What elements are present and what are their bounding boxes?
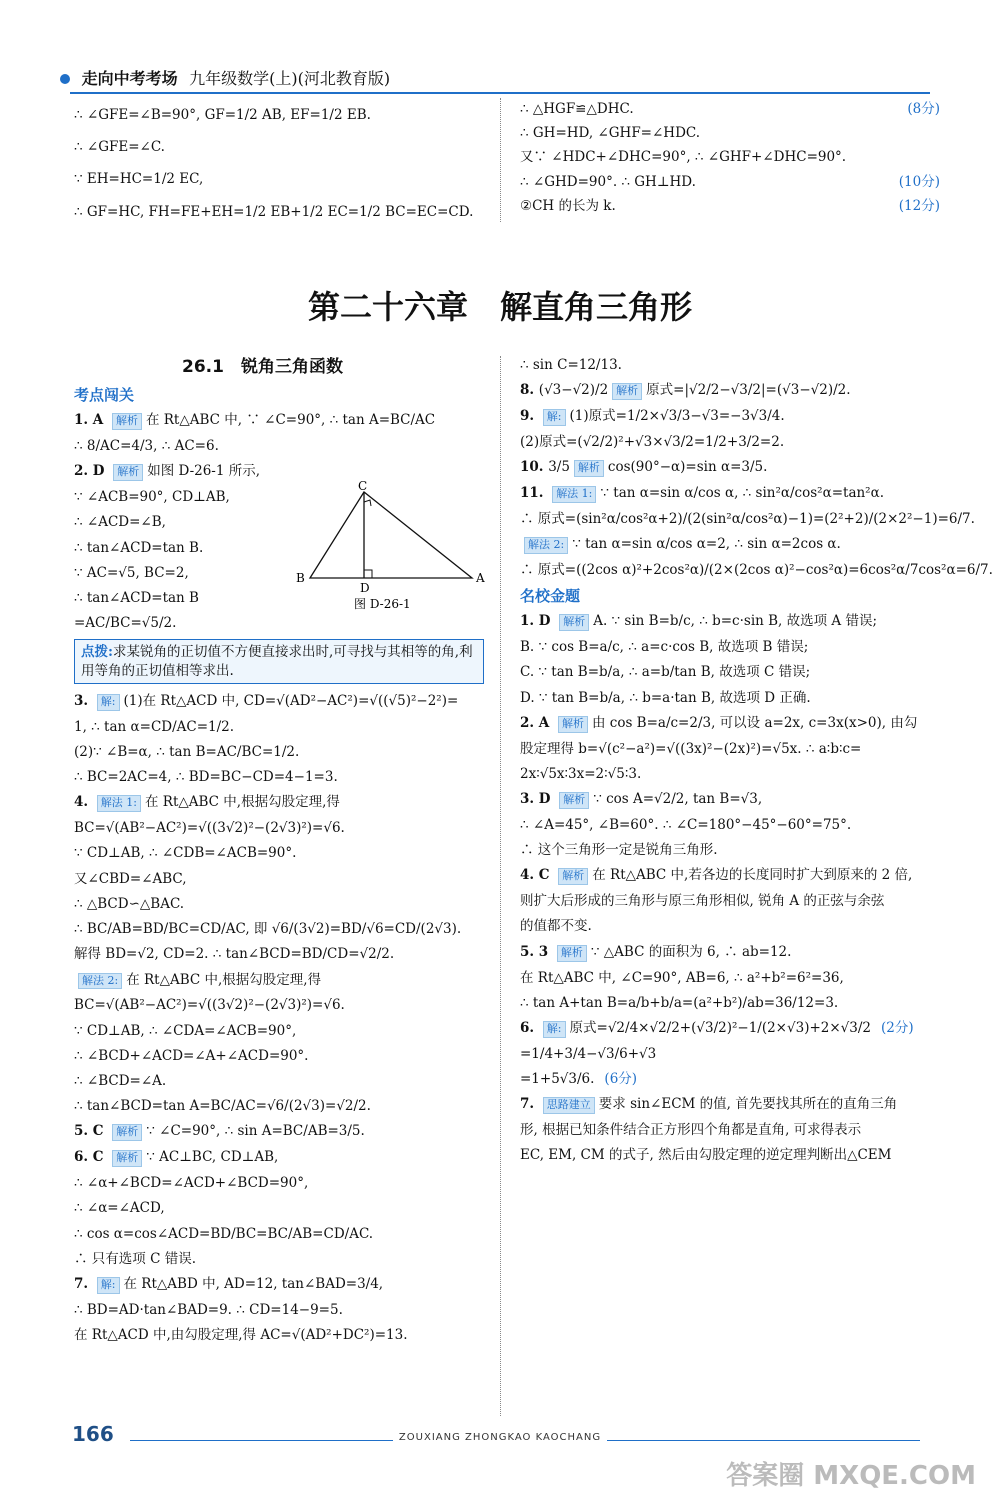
left-answers-2 [74,692,484,1344]
answer-text: ∴ BC/AB=BD/BC=CD/AC, 即 √6/(3√2)=BD/√6=CD/(2√3). [74,921,462,938]
right2-line [520,1095,940,1114]
left2-line [74,1022,484,1040]
top-right-line [520,124,940,142]
answer-text: ∴ BC=2AC=4, ∴ BD=BC−CD=4−1=3. [74,769,338,786]
left2-line [74,1250,484,1268]
page-number: 166 [72,1422,114,1446]
answer-text: ∴ tan A+tan B=a/b+b/a=(a²+b²)/ab=36/12=3. [520,994,839,1011]
footer-book-name: ZOUXIANG ZHONGKAO KAOCHANG [0,1432,1000,1443]
left2-line [74,692,484,711]
answer-number: 7. [74,1276,93,1292]
answer-text: 由 cos B=a/c=2/3, 可以设 a=2x, c=3x(x>0), 由勾 [591,714,918,731]
answer-text: =1/4+3/4−√3/6+√3 [520,1045,657,1062]
answer-text: C. ∵ tan B=b/a, ∴ a=b/tan B, 故选项 C 错误; [520,664,811,681]
answer-text: 如图 D-26-1 所示, [147,463,261,480]
answer-text: B. ∵ cos B=a/c, ∴ a=c·cos B, 故选项 B 错误; [520,639,809,656]
right2-line [520,714,940,733]
answer-text: cos(90°−α)=sin α=3/5. [607,459,768,476]
answer-tag: 解析 [574,460,604,477]
answer-text: ∵ CD⊥AB, ∴ ∠CDB=∠ACB=90°. [74,845,297,862]
answer-number: 8. [520,382,539,399]
answer-text: ∴ tan∠ACD=tan B [74,589,199,606]
answer-text: 在 Rt△ABC 中, ∠C=90°, AB=6, ∴ a²+b²=6²=36, [520,969,844,986]
answer-text: 1, ∴ tan α=CD/AC=1/2. [74,718,235,735]
answer-number: 1. D [520,613,556,630]
answer-text: ∴ 原式=((2cos α)²+2cos²α)/(2×(2cos α)²−cos²α)=6cos²α/7cos²α=6/7. [520,561,993,578]
category-right: 名校金题 [520,587,581,606]
answer-text: 在 Rt△ABD 中, AD=12, tan∠BAD=3/4, [123,1276,384,1292]
answer-text: ∵ CD⊥AB, ∴ ∠CDA=∠ACB=90°, [74,1022,297,1039]
left2-line [74,743,484,761]
category-left: 考点闯关 [74,385,135,404]
answer-text: 的值都不变. [520,918,592,935]
answer-tag: 解法 2: [524,537,568,554]
answer-number: 9. [520,408,539,425]
answer-text: 原式=√2/4×√2/2+(√3/2)²−1/(2×√3)+2×√3/2 [569,1019,871,1036]
answer-tag: 解析 [559,792,589,809]
right2-line [520,638,940,656]
right2-line [520,892,940,910]
score-label: (12分) [898,197,940,214]
right2-line [520,841,940,859]
answer-text: ∴ sin C=12/13. [520,357,622,373]
left2-line [74,1326,484,1344]
answer-tag: 解法 1: [552,486,596,503]
answer-text: 形, 根据已知条件结合正方形四个角都是直角, 可求得表示 [520,1122,862,1139]
top-left-line: ∴ GF=HC, FH=FE+EH=1/2 EB+1/2 EC=1/2 BC=EC=CD. [74,203,474,220]
right-line [520,407,940,426]
answer-number: 7. [520,1096,539,1113]
tip-box [74,639,484,683]
right2-line [520,612,940,631]
left2-line [74,1199,484,1217]
answer-text: ∴ tan∠ACD=tan B. [74,539,204,556]
answer-tag: 解析 [112,1124,142,1141]
answer-text: ∴ ∠α+∠BCD=∠ACD+∠BCD=90°, [74,1175,309,1192]
answer-tag: 解法 1: [97,795,141,812]
answer-text: ∵ tan α=sin α/cos α, ∴ sin²α/cos²α=tan²α. [600,484,885,501]
header-rule [70,92,930,94]
answer-tag: 解析 [559,614,589,631]
label-a: A [476,571,485,585]
answer-tag: 解析 [112,1150,142,1167]
answer-text: 2x∶√5x∶3x=2∶√5∶3. [520,765,642,782]
right2-line [520,943,940,962]
text: ∴ ∠GHD=90°. ∴ GH⊥HD. [520,173,696,190]
answer-text: ∵ AC=√5, BC=2, [74,564,189,581]
right-answers-2 [520,612,940,1164]
left2-line [74,945,484,963]
left2-line [74,920,484,938]
tip-text: 求某锐角的正切值不方便直接求出时,可寻找与其相等的角,利用等角的正切值相等求出. [81,644,473,679]
answer-tag: 解: [97,1277,120,1294]
answer-text: ∴ △BCD∽△BAC. [74,895,185,912]
answer-number: 4. C [520,867,555,884]
answer-text: 在 Rt△ABC 中,根据勾股定理,得 [126,971,322,988]
answer-text: 解得 BD=√2, CD=2. ∴ tan∠BCD=BD/CD=√2/2. [74,946,395,963]
right2-line [520,994,940,1012]
answer-text: 原式=|√2/2−√3/2|=(√3−√2)/2. [646,382,851,399]
answer-text: ∵ ∠C=90°, ∴ sin A=BC/AB=3/5. [146,1123,365,1140]
answer-text: (1)原式=1/2×√3/3−√3=−3√3/4. [569,408,785,425]
score-label: (6分) [604,1071,638,1088]
answer-number: 3. [74,692,93,709]
right-line [520,356,940,374]
watermark: 答案圈 MXQE.COM [726,1461,976,1491]
score-label: (2分) [881,1019,914,1036]
answer-tag: 解析 [612,383,642,400]
answer-text: A. ∵ sin B=b/c, ∴ b=c·sin B, 故选项 A 错误; [593,613,878,630]
book-subtitle: 九年级数学(上)(河北教育版) [189,69,391,88]
book-title: 走向中考考场 [81,69,178,88]
answer-text: 在 Rt△ABC 中,根据勾股定理,得 [145,794,340,811]
answer-text: (2)原式=(√2/2)²+√3×√3/2=1/2+3/2=2. [520,433,785,450]
right-line [520,510,975,528]
left2-line [74,1122,484,1141]
answer-number: 4. [74,794,93,811]
label-b: B [296,571,305,585]
answer-text: BC=√(AB²−AC²)=√((3√2)²−(2√3)²)=√6. [74,997,345,1014]
answer-text: D. ∵ tan B=b/a, ∴ b=a·tan B, 故选项 D 正确. [520,689,811,706]
score-label: (10分) [898,173,940,190]
answer-tag: 解析 [557,945,587,962]
answer-text: (1)在 Rt△ACD 中, CD=√(AD²−AC²)=√((√5)²−2²)= [123,692,459,709]
left2-line [74,1174,484,1192]
answer-number: 10. [520,459,549,476]
answer-tag: 解析 [558,868,588,885]
left2-line [74,1225,484,1243]
triangle-figure [290,478,490,623]
left2-line [74,793,484,812]
score-label: (8分) [907,101,940,117]
answer-number: 11. [520,484,549,501]
answer-tag: 解析 [113,464,143,481]
answer-text: (2)∵ ∠B=α, ∴ tan B=AC/BC=1/2. [74,743,300,760]
answer-text: ∴ 原式=(sin²α/cos²α+2)/(2(sin²α/cos²α)−1)=(2²+2)/(2×2²−1)=6/7. [520,510,975,527]
answer-text: 要求 sin∠ECM 的值, 首先要找其所在的直角三角 [598,1096,898,1113]
answer-number: 1. A [74,412,108,429]
top-left-line: ∴ ∠GFE=∠B=90°, GF=1/2 AB, EF=1/2 EB. [74,107,371,123]
right2-line [520,816,940,834]
top-right-line [520,100,940,118]
column-divider-top [500,98,501,222]
right2-line [520,866,940,885]
left2-line [74,718,484,736]
left2-line [74,1097,484,1115]
answer-text: 又∠CBD=∠ABC, [74,870,187,887]
right2-line [520,740,940,758]
right2-line [520,917,940,935]
top-right-line [520,148,940,166]
text: 又∵ ∠HDC+∠DHC=90°, ∴ ∠GHF+∠DHC=90°. [520,149,847,166]
answer-text: =1+5√3/6. [520,1071,595,1088]
answer-text: ∴ tan∠BCD=tan A=BC/AC=√6/(2√3)=√2/2. [74,1098,371,1115]
text: ∴ GH=HD, ∠GHF=∠HDC. [520,125,701,142]
top-right-block [520,100,940,221]
right-line [520,535,940,554]
right2-line [520,1121,940,1139]
answer-text: ∴ cos α=cos∠ACD=BD/BC=BC/AB=CD/AC. [74,1225,374,1242]
right-line [520,561,993,579]
left2-line [74,895,484,913]
column-divider-main [500,356,501,1416]
answer-number: 6. [520,1019,539,1036]
page-header [60,66,390,89]
answer-text: 在 Rt△ABC 中, ∵ ∠C=90°, ∴ tan A=BC/AC [145,412,436,429]
top-left-block [74,106,484,235]
text: ②CH 的长为 k. [520,197,616,214]
right2-line [520,1045,940,1063]
answer-text: ∴ 8/AC=4/3, ∴ AC=6. [74,438,219,455]
right-line [520,433,940,451]
label-d: D [360,581,370,595]
left2-line [74,1047,484,1065]
answer-text: ∴ 只有选项 C 错误. [74,1250,196,1267]
left2-line [74,870,484,888]
top-right-line [520,173,940,191]
left2-line [74,1148,484,1167]
tip-label: 点拨: [81,644,113,661]
answer-text: ∴ ∠ACD=∠B, [74,514,166,531]
answer-value: 3/5 [548,459,570,476]
answer-number: 2. D [74,463,110,480]
answer-text: ∵ AC⊥BC, CD⊥AB, [146,1149,279,1166]
right2-line [520,765,940,783]
answer-value: (√3−√2)/2 [538,382,609,399]
left2-line [74,996,484,1014]
right-line [520,458,940,477]
right-line [520,381,940,400]
label-c: C [358,479,368,493]
answer-text: ∵ tan α=sin α/cos α=2, ∴ sin α=2cos α. [572,536,841,553]
section-title: 26.1 锐角三角函数 [182,357,343,377]
answer-text: 在 Rt△ABC 中,若各边的长度同时扩大到原来的 2 倍, [592,867,913,884]
text: ∴ △HGF≌△DHC. [520,101,634,117]
answer-text: ∵ ∠ACB=90°, CD⊥AB, [74,489,230,506]
answer-number: 3. D [520,791,556,808]
right2-line [520,1146,940,1164]
answer-number: 5. 3 [520,943,553,960]
right2-line [520,663,940,681]
top-right-line [520,197,940,215]
right-column [520,356,993,1172]
answer-text: ∴ BD=AD·tan∠BAD=9. ∴ CD=14−9=5. [74,1301,343,1318]
answer-text: ∴ ∠A=45°, ∠B=60°. ∴ ∠C=180°−45°−60°=75°. [520,816,852,833]
answer-number: 2. A [520,714,554,731]
answer-tag: 解析 [112,413,142,430]
answer-text: ∴ ∠BCD=∠A. [74,1073,167,1089]
right2-line [520,790,940,809]
figure-caption: 图 D-26-1 [354,597,411,611]
answer-text: ∵ cos A=√2/2, tan B=√3, [593,791,763,808]
left2-line [74,1072,484,1090]
answer-text: ∴ 这个三角形一定是锐角三角形. [520,842,718,859]
right-answers-1 [520,356,993,579]
left-line [74,437,484,455]
answer-text: ∴ ∠α=∠ACD, [74,1200,165,1217]
answer-text: =AC/BC=√5/2. [74,615,177,632]
answer-tag: 解法 2: [78,973,122,990]
answer-text: ∴ ∠BCD+∠ACD=∠A+∠ACD=90°. [74,1047,309,1064]
right2-line [520,969,940,987]
right2-line [520,1019,940,1038]
answer-text: EC, EM, CM 的式子, 然后由勾股定理的逆定理判断出△CEM [520,1147,892,1164]
left2-line [74,844,484,862]
top-left-line: ∵ EH=HC=1/2 EC, [74,171,204,188]
answer-tag: 解: [543,409,566,426]
left-line [74,411,484,430]
bullet-icon [60,74,70,84]
answer-text: 在 Rt△ACD 中,由勾股定理,得 AC=√(AD²+DC²)=13. [74,1327,408,1344]
right2-line [520,689,940,707]
left2-line [74,1301,484,1319]
answer-tag: 思路建立 [543,1097,595,1114]
left2-line [74,971,484,990]
answer-tag: 解析 [558,716,588,733]
answer-text: ∵ △ABC 的面积为 6, ∴ ab=12. [590,943,792,960]
left2-line [74,768,484,786]
answer-tag: 解: [543,1021,566,1038]
answer-number: 5. C [74,1123,109,1140]
answer-text: BC=√(AB²−AC²)=√((3√2)²−(2√3)²)=√6. [74,820,345,837]
right-line [520,484,940,503]
answer-text: 股定理得 b=√(c²−a²)=√((3x)²−(2x)²)=√5x. ∴ a∶b∶c= [520,740,862,757]
chapter-title: 第二十六章 解直角三角形 [307,288,692,326]
right2-line [520,1070,940,1088]
answer-tag: 解: [97,694,120,711]
left2-line [74,1275,484,1294]
answer-number: 6. C [74,1149,109,1166]
top-left-line: ∴ ∠GFE=∠C. [74,139,165,156]
answer-text: 则扩大后形成的三角形与原三角形相似, 锐角 A 的正弦与余弦 [520,893,885,910]
left2-line [74,819,484,837]
